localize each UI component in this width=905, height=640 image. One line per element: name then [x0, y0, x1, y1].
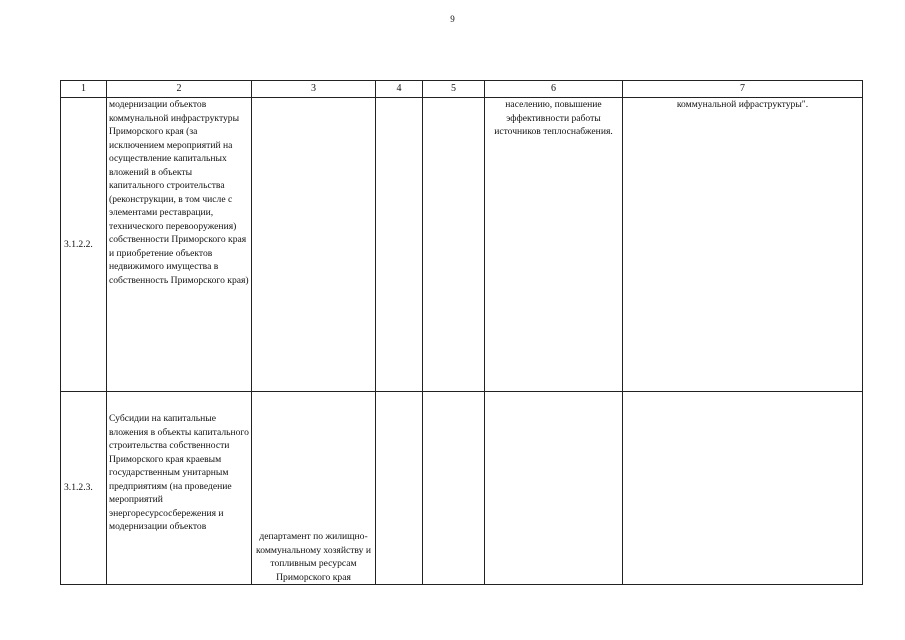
column-header: 2: [107, 81, 252, 98]
column-header: 3: [252, 81, 376, 98]
column-4-cell: [376, 98, 423, 392]
row-number: 3.1.2.3.: [61, 392, 107, 585]
column-5-cell: [423, 392, 485, 585]
row-number: 3.1.2.2.: [61, 98, 107, 392]
column-header: 6: [485, 81, 623, 98]
link-to-indicators: коммунальной ифраструктуры".: [623, 98, 863, 392]
expected-result: [485, 392, 623, 585]
column-4-cell: [376, 392, 423, 585]
column-header: 7: [623, 81, 863, 98]
column-header: 5: [423, 81, 485, 98]
expected-result: населению, повышение эффективности работы источников теплоснабжения.: [485, 98, 623, 392]
table-row: [61, 392, 863, 585]
measure-description: Субсидии на капитальные вложения в объекты капитального строительства собственности Приморского края краевым государственным унитарным предприятиям (на проведение мероприятий энергоресурсосбережения и модернизации объектов: [107, 392, 252, 585]
table-header-row: [61, 81, 863, 98]
measures-table: [60, 80, 863, 585]
column-header: 1: [61, 81, 107, 98]
table-row: [61, 98, 863, 392]
link-to-indicators: [623, 392, 863, 585]
responsible-executor: департамент по жилищно-коммунальному хозяйству и топливным ресурсам Приморского края: [252, 392, 376, 585]
page-number: 9: [450, 14, 455, 24]
column-header: 4: [376, 81, 423, 98]
measure-description: модернизации объектов коммунальной инфраструктуры Приморского края (за исключением мероприятий на осуществление капитальных вложений в объекты капитального строительства (реконструкции, в том числе с элементами реставрации, технического перевооружения) собственности Приморского края и приобретение объектов недвижимого имущества в собственность Приморского края): [107, 98, 252, 392]
responsible-executor: [252, 98, 376, 392]
column-5-cell: [423, 98, 485, 392]
